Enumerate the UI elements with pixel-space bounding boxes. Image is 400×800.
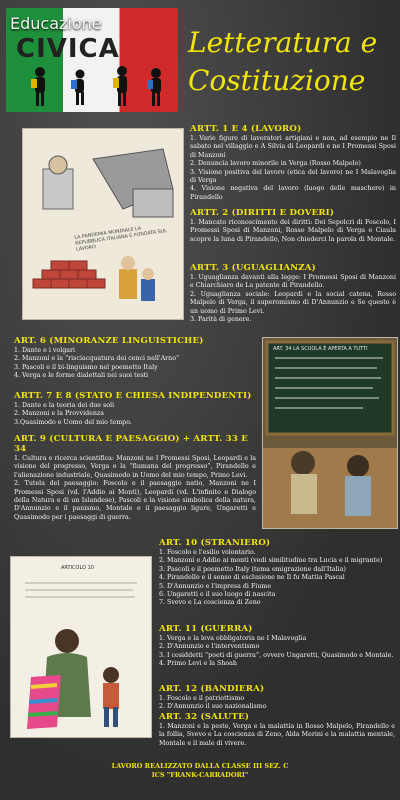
page-title	[188, 24, 398, 100]
drawing3-caption: ARTICOLO 10	[61, 565, 94, 571]
list-item: 4. Visione negativa del lavoro (luogo delle maschere) in Pirandello	[190, 185, 396, 201]
section-heading: ART. 12 (BANDIERA)	[159, 684, 265, 694]
section-art-32	[159, 712, 395, 748]
section-heading: ARTT. 1 E 4 (LAVORO)	[190, 124, 302, 134]
list-item: 1. Varie figure di lavoratori artigiani e non, ad esempio ne Il sabato nel villaggio e A Silvia di Leopardi e ne I Promessi Sposi di Manzoni	[190, 135, 396, 159]
list-item: 1. Foscolo e il patriottismo	[159, 695, 245, 702]
list-item: 3. Visione positiva del lavoro (etica del lavoro) ne I Malavoglia di Verga	[190, 168, 396, 185]
footer-line1: LAVORO REALIZZATO DALLA CLASSE III SEZ. C	[111, 762, 289, 770]
section-artt-3	[190, 263, 396, 324]
list-item: 2. Uguaglianza sociale: Leopardi e la social catena, Rosso Malpelo di Verga, il superomismo di D'Annunzio e Se questo è un uomo di Primo Levi.	[190, 290, 396, 315]
list-item: 3. Pascoli e il poemetto Italy (tema emigrazione dall'Italia)	[159, 565, 346, 573]
children-silhouettes-icon	[10, 64, 174, 108]
section-heading: ARTT. 3 (UGUAGLIANZA)	[190, 263, 316, 273]
list-item: 2. D'Annunzio il suo nazionalismo	[159, 703, 267, 711]
section-heading: ART. 11 (GUERRA)	[159, 624, 253, 634]
drawing2-caption: ART. 34 LA SCUOLA È APERTA A TUTTI	[273, 346, 368, 352]
list-item: 1. Dante e i volgari	[14, 347, 76, 354]
list-item: 4. Verga e le forme dialettali nei suoi testi	[14, 372, 149, 380]
list-item: 1. Uguaglianza davanti alla legge: I Promessi Sposi di Manzoni e Chiarchiaro de La patente di Pirandello.	[190, 274, 396, 290]
section-artt-2	[190, 208, 396, 244]
list-item: 1. Dante e la teoria dei due soli	[14, 402, 115, 409]
drawing-work-construction	[22, 128, 184, 320]
section-artt-1-4	[190, 124, 396, 202]
section-art-11	[159, 624, 395, 669]
drawing-migrants	[10, 556, 152, 738]
list-item: 1. Verga e la leva obbligatoria ne I Malavoglia	[159, 635, 307, 642]
list-item: 2. Manzoni e la “risciacquatura dei cenci nell'Arno”	[14, 355, 180, 363]
section-heading: ART. 6 (MINORANZE LINGUISTICHE)	[14, 336, 204, 346]
list-item: 1. Foscolo e l'esilio volontario.	[159, 549, 256, 556]
list-item: 2. Denuncia lavoro minorile in Verga (Rosso Malpelo)	[190, 160, 361, 168]
classroom-scene-illustration	[263, 338, 397, 528]
list-item: 1. Manzoni e la peste, Verga e la malattia in Rosso Malpelo, Pirandello e la follia, Svevo e La coscienza di Zeno, Alda Merini e la malattia mentale, Montale e il male di vivere.	[159, 723, 395, 747]
drawing-school-blackboard	[262, 337, 398, 529]
logo-line2: CIVICA	[16, 34, 120, 64]
section-art-9	[14, 434, 256, 522]
list-item: 3. I cosiddetti “poeti di guerra”, ovvero Ungaretti, Quasimodo e Montale.	[159, 651, 394, 659]
footer-credits	[0, 762, 400, 780]
title-line1: Letteratura e	[188, 26, 378, 59]
section-heading: ART. 10 (STRANIERO)	[159, 538, 271, 548]
header	[0, 0, 400, 118]
educazione-civica-logo	[6, 8, 178, 112]
section-art-12	[159, 684, 395, 712]
title-line2: Costituzione	[188, 64, 366, 97]
section-heading: ART. 32 (SALUTE)	[159, 712, 250, 722]
list-item: 5. D'Annunzio e l'impresa di Fiume	[159, 582, 272, 590]
list-item: 3. Parità di genere.	[190, 316, 252, 324]
section-artt-7-8	[14, 391, 256, 427]
section-heading: ARTT. 7 E 8 (STATO E CHIESA INDIPENDENTI)	[14, 391, 252, 401]
list-item: 4. Pirandello e il senso di esclusione ne Il fu Mattia Pascal	[159, 574, 345, 582]
list-item: 7. Svevo e La coscienza di Zeno	[159, 599, 261, 607]
section-heading: ART. 9 (CULTURA E PAESAGGIO) + ARTT. 33 E 34	[14, 434, 248, 454]
logo-line1: Educazione	[10, 14, 102, 33]
section-heading: ARTT. 2 (DIRITTI E DOVERI)	[190, 208, 335, 218]
footer-line2: ICS "FRANK-CARRADORI"	[151, 771, 249, 779]
list-item: 2. Manzoni e la Provvidenza	[14, 410, 104, 418]
drawing1-caption: LA PANDEMIA MONDIALE LA REPUBBLICA ITALIANA È FONDATA SUL LAVORO	[74, 226, 168, 253]
list-item: 4. Primo Levi e la Shoah	[159, 660, 237, 668]
list-item: 2. Tutela del paesaggio: Foscolo e il paesaggio natio, Manzoni ne I Promessi Sposi (vd. l'Addio ai Monti), Leopardi (vd. L'infinito e Dialogo della Natura e di un Islandese), Pascoli e la visione simbolica della natura, D'Annunzio e il panismo, Montale e il paesaggio ligure, Ungaretti e Quasimodo per i paesaggi di guerra.	[14, 480, 256, 521]
section-art-6	[14, 336, 256, 381]
list-item: 1. Cultura e ricerca scientifica: Manzoni ne I Promessi Sposi, Leopardi e la visione del progresso, Verga e la “fiumana del progresso”, Pirandello e l'alienazione industriale, Quasimodo in Uomo del mio tempo, Primo Levi.	[14, 455, 256, 479]
list-item: 6. Ungaretti e il suo luogo di nascita	[159, 591, 276, 599]
list-item: 1. Mancato riconoscimento dei diritti: Dei Sepolcri di Foscolo, I Promessi Sposi di Manzoni, Rosso Malpelo di Verga e Ciaula scopre la luna di Pirandello, Non chiederci la parola di Montale.	[190, 219, 396, 243]
list-item: 3.Quasimodo e Uomo del mio tempo.	[14, 418, 132, 426]
list-item: 2. D'Annunzio e l'interventismo	[159, 643, 260, 651]
list-item: 3. Pascoli e il bi-linguismo nel poemetto Italy	[14, 363, 158, 371]
list-item: 2. Manzoni e Addio ai monti (vedi similitudine tra Lucia e il migrante)	[159, 557, 383, 565]
migrants-scene-illustration	[11, 557, 151, 737]
section-art-10	[159, 538, 395, 608]
